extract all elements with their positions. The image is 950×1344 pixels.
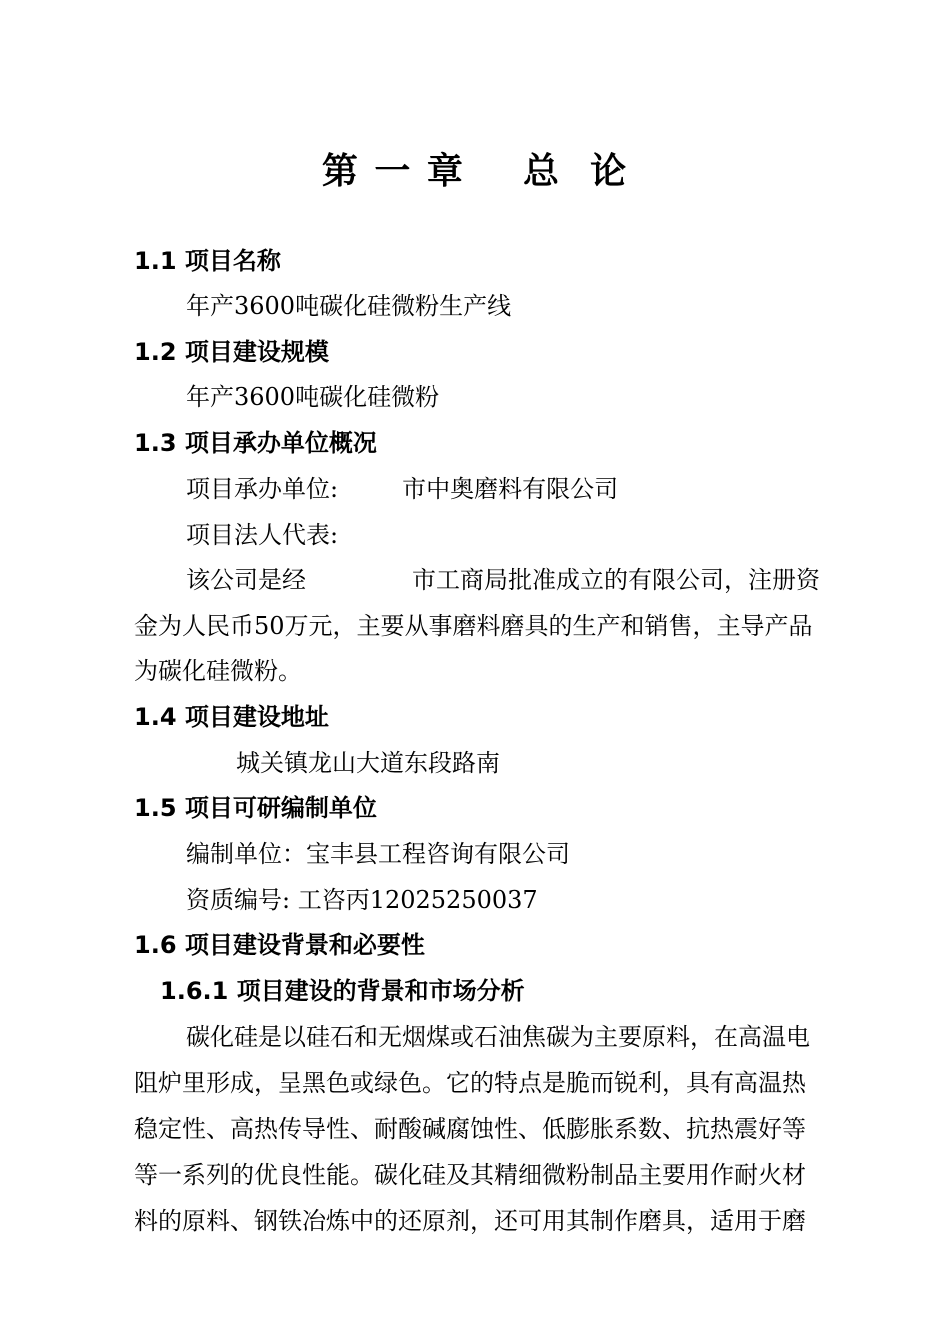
heading-1-2: 1.2 项目建设规模 — [134, 338, 329, 366]
paragraph-line: 阻炉里形成，呈黑色或绿色。它的特点是脆而锐利，具有高温热 — [134, 1069, 806, 1097]
heading-1-5: 1.5 项目可研编制单位 — [134, 794, 377, 822]
company-desc-line2: 金为人民币50万元，主要从事磨料磨具的生产和销售，主导产品 — [134, 612, 813, 640]
company-desc-rest: 市工商局批准成立的有限公司，注册资 — [412, 566, 820, 594]
paragraph-line: 料的原料、钢铁冶炼中的还原剂，还可用其制作磨具，适用于磨 — [134, 1207, 806, 1235]
compiling-unit: 编制单位：宝丰县工程咨询有限公司 — [186, 840, 570, 868]
project-name: 年产3600吨碳化硅微粉生产线 — [186, 292, 512, 320]
heading-1-6: 1.6 项目建设背景和必要性 — [134, 931, 425, 959]
paragraph-line: 碳化硅是以硅石和无烟煤或石油焦碳为主要原料，在高温电 — [186, 1023, 810, 1051]
sponsor-unit-label: 项目承办单位: — [186, 475, 339, 503]
heading-1-4: 1.4 项目建设地址 — [134, 703, 329, 731]
qualification-number: 资质编号: 工咨丙12025250037 — [186, 886, 538, 914]
heading-1-3: 1.3 项目承办单位概况 — [134, 429, 377, 457]
company-desc-line3: 为碳化硅微粉。 — [134, 657, 302, 685]
sponsor-unit-value: 市中奥磨料有限公司 — [402, 475, 619, 503]
heading-1-6-1: 1.6.1 项目建设的背景和市场分析 — [160, 977, 525, 1005]
company-desc-start: 该公司是经 — [186, 566, 306, 594]
heading-1-1: 1.1 项目名称 — [134, 247, 281, 275]
legal-representative-label: 项目法人代表: — [186, 521, 339, 549]
chapter-title: 第 一 章 总 论 — [321, 150, 629, 192]
paragraph-line: 等一系列的优良性能。碳化硅及其精细微粉制品主要用作耐火材 — [134, 1161, 806, 1189]
paragraph-line: 稳定性、高热传导性、耐酸碱腐蚀性、低膨胀系数、抗热震好等 — [134, 1115, 806, 1143]
company-desc-line1 — [186, 564, 820, 596]
project-address: 城关镇龙山大道东段路南 — [236, 749, 500, 777]
project-scale: 年产3600吨碳化硅微粉 — [186, 383, 440, 411]
sponsor-unit-row — [186, 473, 618, 505]
